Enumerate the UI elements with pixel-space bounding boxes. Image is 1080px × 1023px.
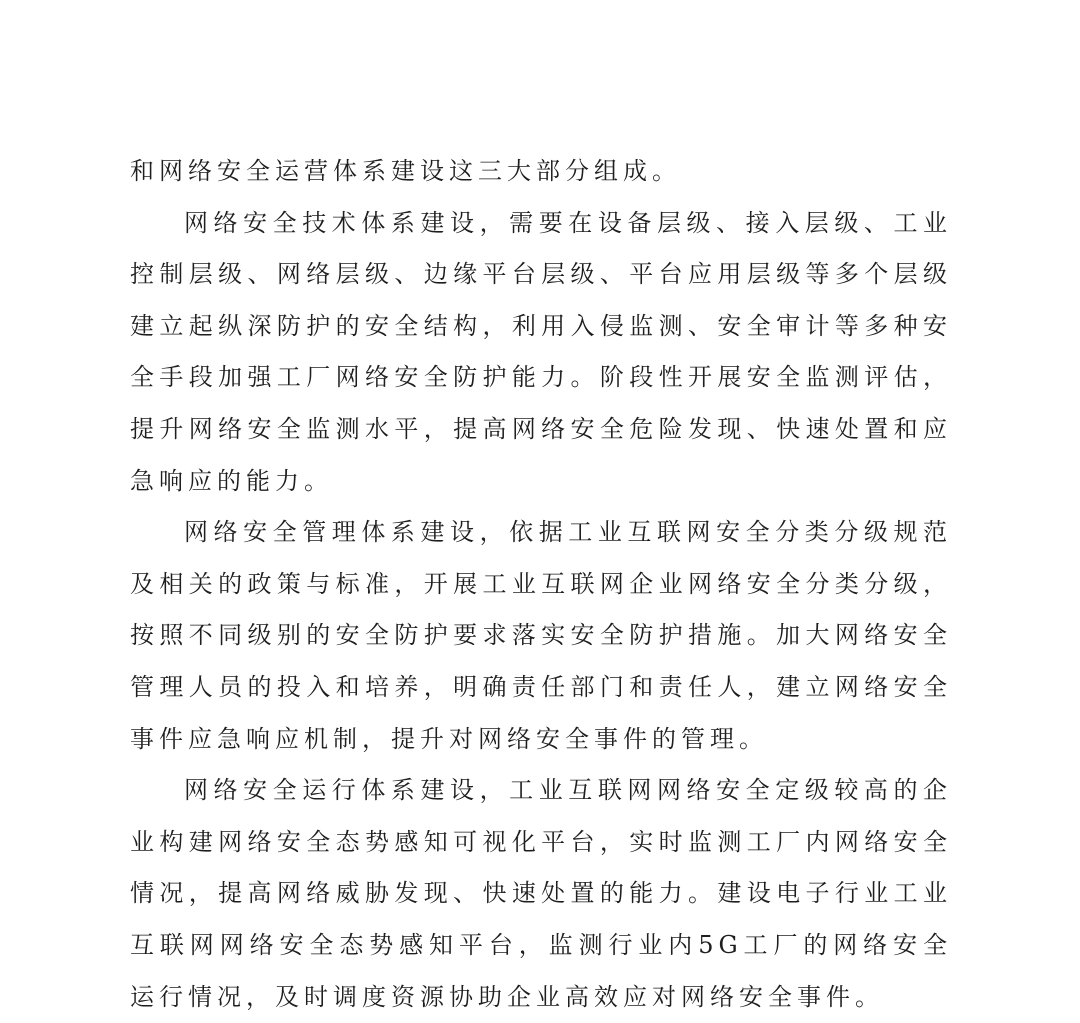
paragraph-continuation: 和网络安全运营体系建设这三大部分组成。 bbox=[130, 157, 681, 185]
paragraph-technical-system: 网络安全技术体系建设，需要在设备层级、接入层级、工业控制层级、网络层级、边缘平台层级、平台应用层级等多个层级建立起纵深防护的安全结构，利用入侵监测、安全审计等多种安全手段加强工厂网络安全防护能力。阶段性开展安全监测评估，提升网络安全监测水平，提高网络安全危险发现、快速处置和应急响应的能力。 bbox=[130, 208, 952, 495]
document-body bbox=[130, 146, 952, 1023]
paragraph-management-system: 网络安全管理体系建设，依据工业互联网安全分类分级规范及相关的政策与标准，开展工业互联网企业网络安全分类分级，按照不同级别的安全防护要求落实安全防护措施。加大网络安全管理人员的投入和培养，明确责任部门和责任人，建立网络安全事件应急响应机制，提升对网络安全事件的管理。 bbox=[130, 518, 952, 753]
paragraph-operation-system: 网络安全运行体系建设，工业互联网网络安全定级较高的企业构建网络安全态势感知可视化平台，实时监测工厂内网络安全情况，提高网络威胁发现、快速处置的能力。建设电子行业工业互联网网络安全态势感知平台，监测行业内5G工厂的网络安全运行情况，及时调度资源协助企业高效应对网络安全事件。 bbox=[130, 776, 952, 1011]
